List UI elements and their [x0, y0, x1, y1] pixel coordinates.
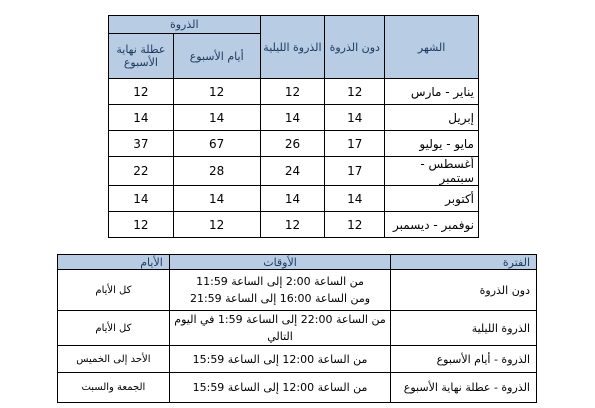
night-peak-cell: 12 [260, 212, 325, 238]
times-cell: من الساعة 22:00 إلى الساعة 1:59 في اليوم التالي [169, 311, 390, 346]
times-cell: من الساعة 12:00 إلى الساعة 15:59 [169, 373, 390, 403]
table-row [109, 131, 479, 157]
weekdays-cell: 14 [173, 105, 260, 131]
weekdays-cell: 12 [173, 212, 260, 238]
weekdays-header: أيام الأسبوع [173, 34, 260, 79]
month-cell: أغسطس - سبتمبر [385, 157, 479, 186]
table-row [109, 157, 479, 186]
weekend-cell: 14 [109, 105, 174, 131]
weekend-cell: 12 [109, 79, 174, 105]
days-cell: الأحد إلى الخميس [58, 346, 170, 373]
period-header: الفترة [391, 255, 537, 270]
off-peak-cell: 12 [325, 79, 385, 105]
night-peak-cell: 24 [260, 157, 325, 186]
off-peak-cell: 12 [325, 212, 385, 238]
periods-table [57, 254, 537, 403]
night-peak-cell: 26 [260, 131, 325, 157]
month-cell: إبريل [385, 105, 479, 131]
night-peak-header: الذروة الليلية [260, 16, 325, 79]
days-cell: كل الأيام [58, 311, 170, 346]
off-peak-cell: 17 [325, 131, 385, 157]
month-header: الشهر [385, 16, 479, 79]
month-cell: أكتوبر [385, 186, 479, 212]
rates-table [108, 15, 479, 238]
night-peak-cell: 14 [260, 186, 325, 212]
night-peak-cell: 14 [260, 105, 325, 131]
days-cell: كل الأيام [58, 270, 170, 311]
weekend-cell: 37 [109, 131, 174, 157]
times-cell: من الساعة 12:00 إلى الساعة 15:59 [169, 346, 390, 373]
times-line: من الساعة 2:00 إلى الساعة 11:59 [196, 275, 364, 288]
month-cell: نوفمبر - ديسمبر [385, 212, 479, 238]
night-peak-cell: 12 [260, 79, 325, 105]
table-row [58, 311, 537, 346]
peak-group-header: الذروة [109, 16, 261, 34]
month-cell: مايو - يوليو [385, 131, 479, 157]
table-row [109, 186, 479, 212]
table-row [58, 270, 537, 311]
weekdays-cell: 67 [173, 131, 260, 157]
times-header: الأوقات [169, 255, 390, 270]
off-peak-cell: 17 [325, 157, 385, 186]
times-cell [169, 270, 390, 311]
days-header: الأيام [58, 255, 170, 270]
off-peak-cell: 14 [325, 105, 385, 131]
weekend-cell: 14 [109, 186, 174, 212]
weekdays-cell: 12 [173, 79, 260, 105]
days-cell: الجمعة والسبت [58, 373, 170, 403]
times-line: ومن الساعة 16:00 إلى الساعة 21:59 [189, 292, 371, 305]
weekdays-cell: 14 [173, 186, 260, 212]
period-cell: دون الذروة [391, 270, 537, 311]
table-row [58, 373, 537, 403]
table-row [109, 105, 479, 131]
table-row [109, 212, 479, 238]
off-peak-header: دون الذروة [325, 16, 385, 79]
period-cell: الذروة - أيام الأسبوع [391, 346, 537, 373]
weekend-cell: 12 [109, 212, 174, 238]
weekend-cell: 22 [109, 157, 174, 186]
period-cell: الذروة - عطلة نهاية الأسبوع [391, 373, 537, 403]
table-row [109, 79, 479, 105]
month-cell: يناير - مارس [385, 79, 479, 105]
off-peak-cell: 14 [325, 186, 385, 212]
period-cell: الذروة الليلية [391, 311, 537, 346]
weekdays-cell: 28 [173, 157, 260, 186]
weekend-holiday-header: عطلة نهاية الأسبوع [109, 34, 174, 79]
table-row [58, 346, 537, 373]
